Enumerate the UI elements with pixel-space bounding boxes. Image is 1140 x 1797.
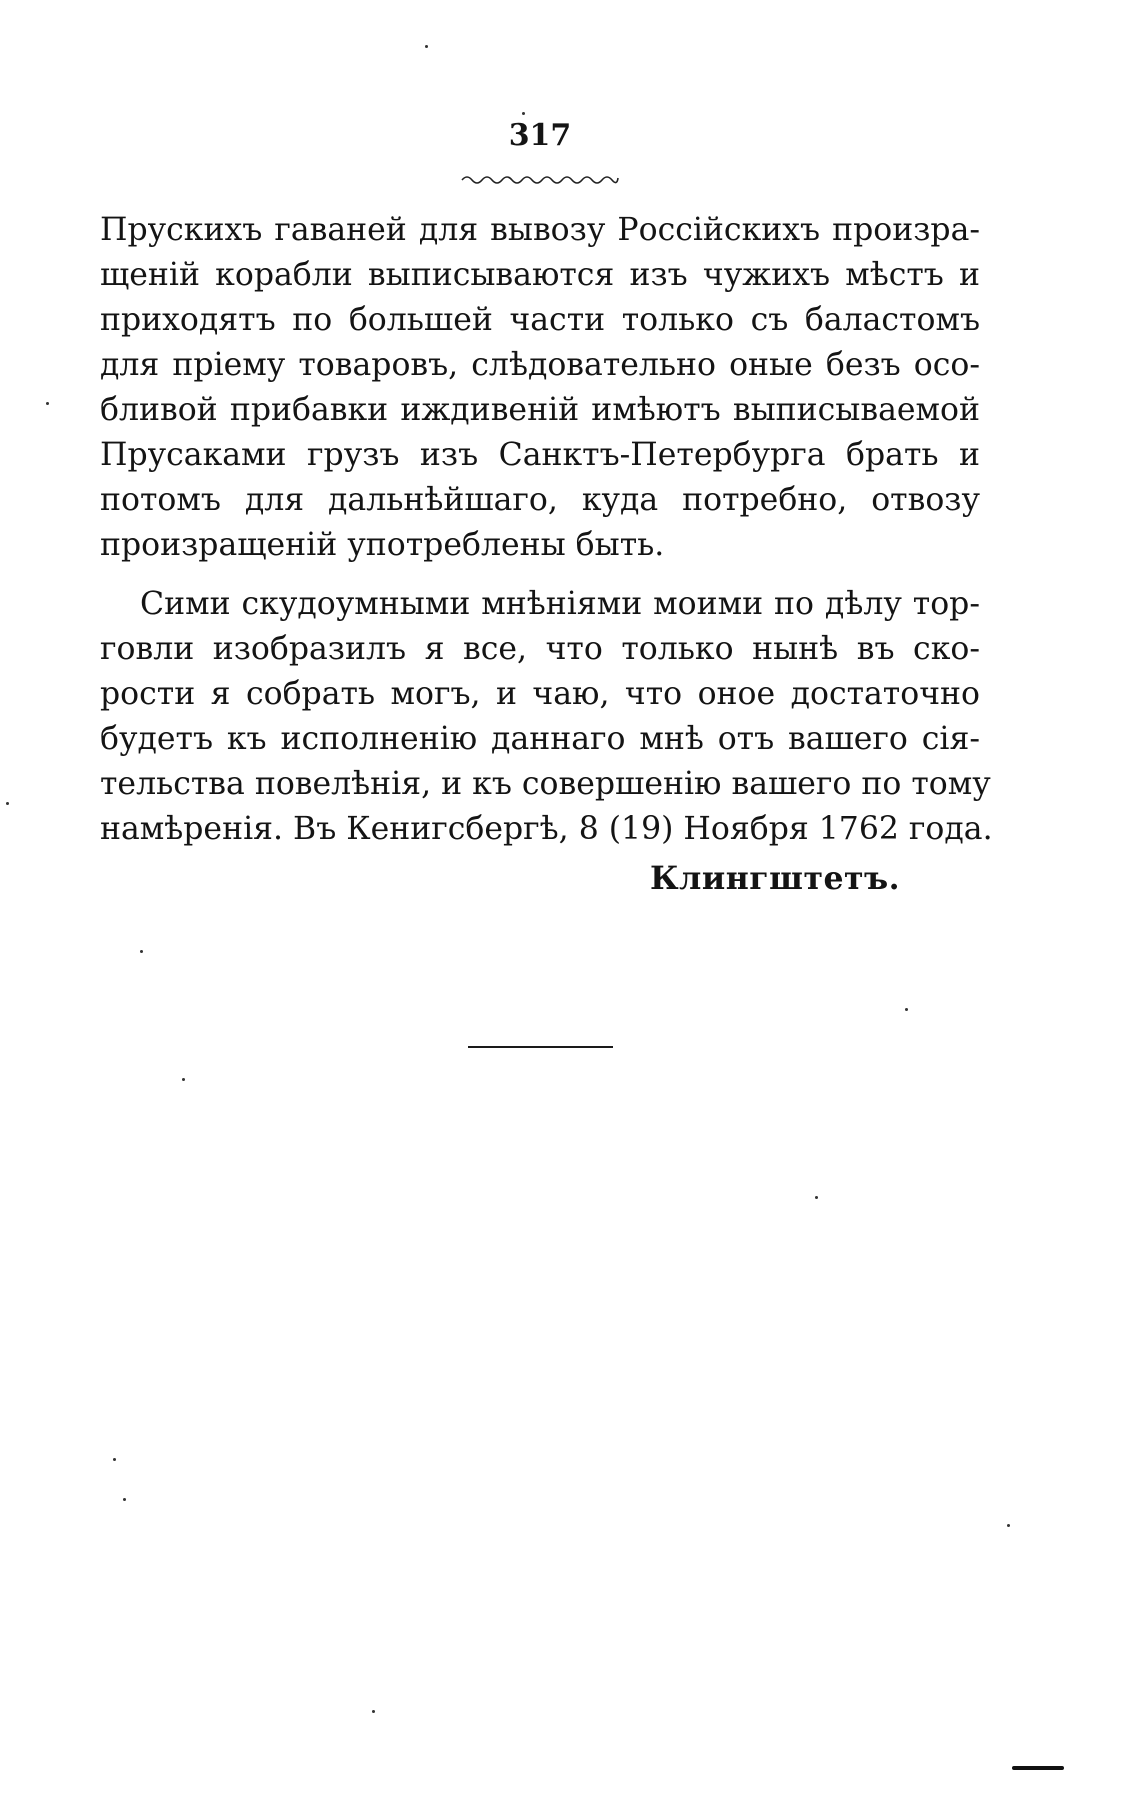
paragraph-line: рости я собрать могъ, и чаю, что оное достаточно [100,676,980,712]
paragraph-line: Сими скудоумными мнѣніями моими по дѣлу тор- [140,586,980,622]
paragraph-line: бливой прибавки иждивеній имѣютъ выписываемой [100,392,980,428]
signature: Клингштетъ. [650,860,901,897]
scan-speck [6,802,9,805]
paragraph-line: приходятъ по большей части только съ баластомъ [100,302,980,338]
paragraph-line: щеній корабли выписываются изъ чужихъ мѣстъ и [100,257,980,293]
scan-speck [140,950,143,953]
paragraph-line: произращеній употреблены быть. [100,527,665,563]
paragraph-line: для пріему товаровъ, слѣдовательно оные безъ осо- [100,347,980,383]
scan-speck [113,1458,116,1461]
scan-speck [522,112,525,115]
paragraph-line: потомъ для дальнѣйшаго, куда потребно, отвозу [100,482,980,518]
scan-speck [182,1078,185,1081]
paragraph-1 [100,208,980,568]
paragraph-line: Прускихъ гаваней для вывозу Россійскихъ произра- [100,212,980,248]
scan-edge-mark [1012,1766,1064,1770]
wavy-ornament-rule [460,172,620,186]
scan-speck [46,402,49,405]
scan-speck [815,1196,818,1199]
paragraph-line: Прусаками грузъ изъ Санктъ-Петербурга брать и [100,437,980,473]
paragraph-line: тельства повелѣнія, и къ совершенію вашего по тому [100,766,991,802]
paragraph-line: говли изобразилъ я все, что только нынѣ въ ско- [100,631,980,667]
scan-speck [123,1498,126,1501]
scan-speck [425,45,428,48]
scan-speck [1007,1524,1010,1527]
scan-speck [905,1008,908,1011]
end-rule [468,1046,613,1048]
paragraph-line: намѣренія. Въ Кенигсбергѣ, 8 (19) Ноября 1762 года. [100,811,993,847]
paragraph-line: будетъ къ исполненію даннаго мнѣ отъ вашего сія- [100,721,980,757]
scan-speck [372,1710,375,1713]
paragraph-2 [100,582,993,852]
page-number: 317 [508,118,572,153]
